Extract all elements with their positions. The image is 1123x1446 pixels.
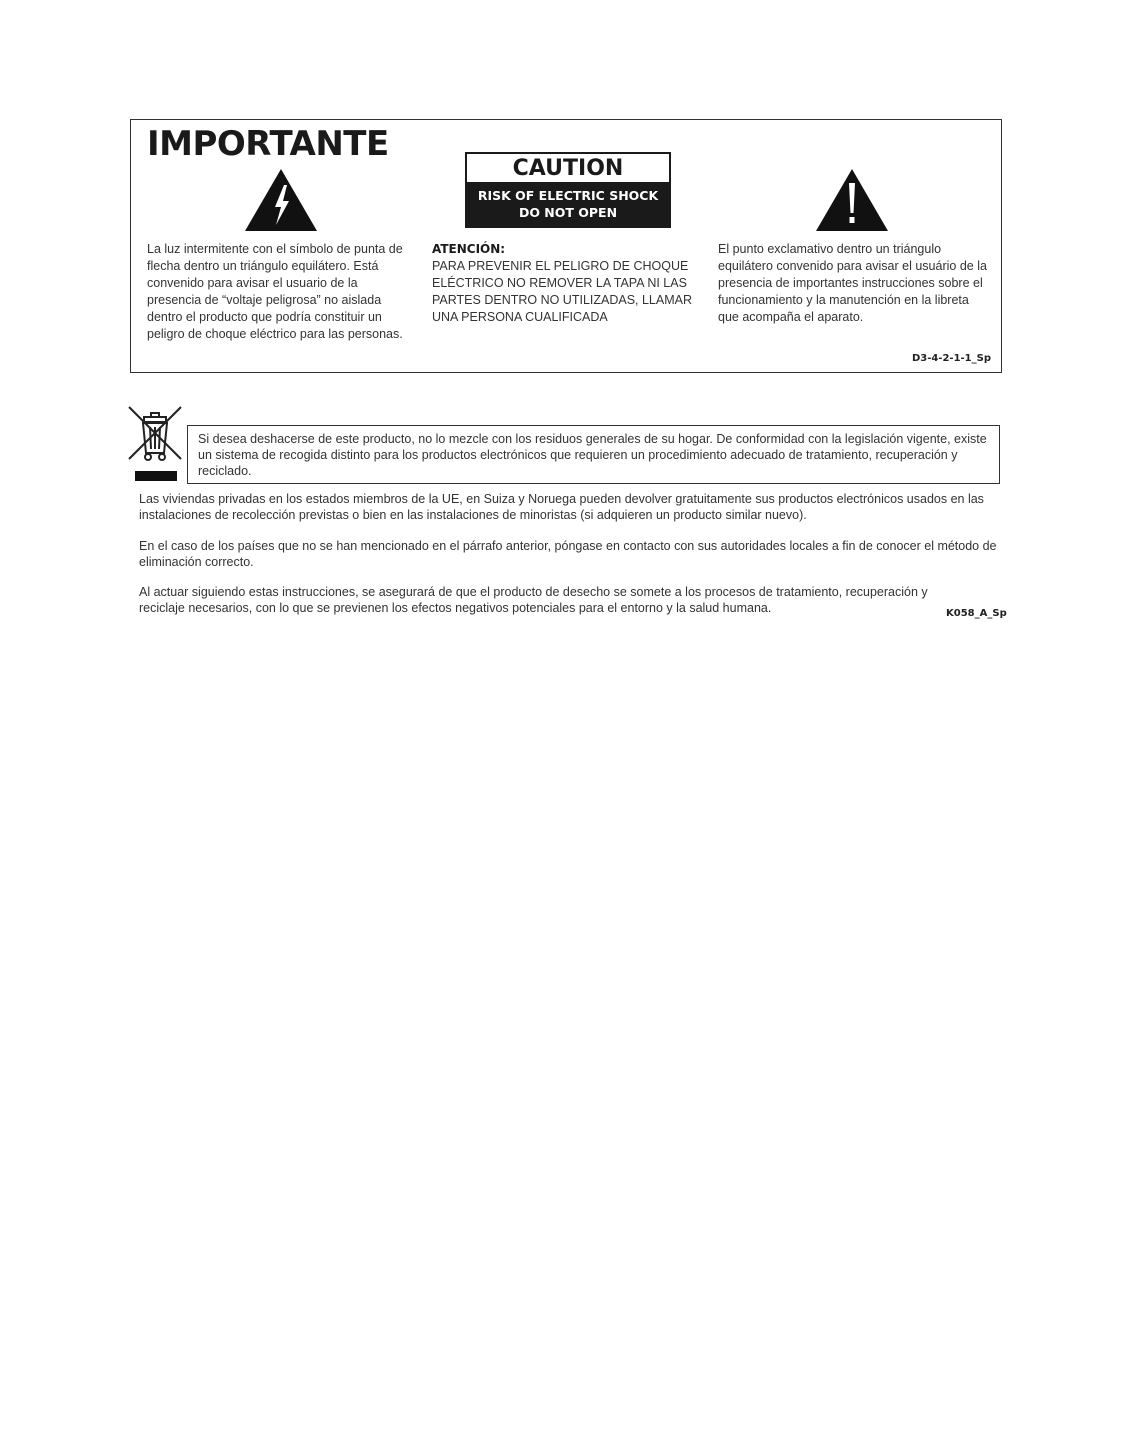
exclamation-symbol-description	[718, 241, 988, 326]
exclamation-warning-icon	[814, 167, 890, 233]
disposal-paragraph-2: En el caso de los países que no se han mencionado en el párrafo anterior, póngase en contacto con sus autoridades locales a fin de conocer el método de eliminación correcto.	[139, 539, 997, 569]
caution-label	[465, 152, 671, 228]
important-safety-box	[130, 119, 1002, 373]
caution-warning-band	[467, 182, 669, 226]
disposal-document-code: K058_A_Sp	[946, 608, 1007, 619]
disposal-notice-text: Si desea deshacerse de este producto, no lo mezcle con los residuos generales de su hogar. De conformidad con la legislación vigente, existe un sistema de recogida distinto para los productos electrónicos que requieren un procedimiento adecuado de tratamiento, recuperación y reciclado.	[198, 432, 987, 478]
disposal-paragraph-1: Las viviendas privadas en los estados miembros de la UE, en Suiza y Noruega pueden devolver gratuitamente sus productos electrónicos usados en las instalaciones de recolección previstas o bien en las instalaciones de minoristas (si adquieren un producto similar nuevo).	[139, 492, 984, 522]
lightning-warning-icon	[243, 167, 319, 233]
caution-line-1: RISK OF ELECTRIC SHOCK	[477, 188, 659, 203]
attention-heading: ATENCIÓN:	[432, 242, 506, 256]
crossed-out-bin-icon	[127, 405, 183, 485]
lightning-description-text: La luz intermitente con el símbolo de punta de flecha dentro un triángulo equilátero. Está convenido para avisar el usuario de la presencia de “voltaje peligrosa” no aislada dentro el producto que podría constituir un peligro de choque eléctrico para las personas.	[147, 242, 403, 341]
exclamation-description-text: El punto exclamativo dentro un triángulo equilátero convenido para avisar el usuário de la presencia de importantes instrucciones sobre el funcionamiento y la manutención en la libreta que acompaña el aparato.	[718, 242, 987, 324]
attention-notice	[432, 241, 702, 326]
important-title: IMPORTANTE	[147, 124, 389, 164]
disposal-paragraph-3: Al actuar siguiendo estas instrucciones, se asegurará de que el producto de desecho se somete a los procesos de tratamiento, recuperación y reciclaje necesarios, con lo que se previenen los efectos negativos potenciales para el entorno y la salud humana.	[139, 585, 928, 615]
caution-title: CAUTION	[512, 156, 624, 181]
lightning-symbol-description	[147, 241, 413, 343]
document-code: D3-4-2-1-1_Sp	[911, 353, 991, 364]
disposal-notice-box	[187, 425, 1000, 484]
caution-line-2: DO NOT OPEN	[518, 205, 618, 220]
attention-text: PARA PREVENIR EL PELIGRO DE CHOQUE ELÉCTRICO NO REMOVER LA TAPA NI LAS PARTES DENTRO NO UTILIZADAS, LLAMAR UNA PERSONA CUALIFICADA	[432, 259, 693, 324]
